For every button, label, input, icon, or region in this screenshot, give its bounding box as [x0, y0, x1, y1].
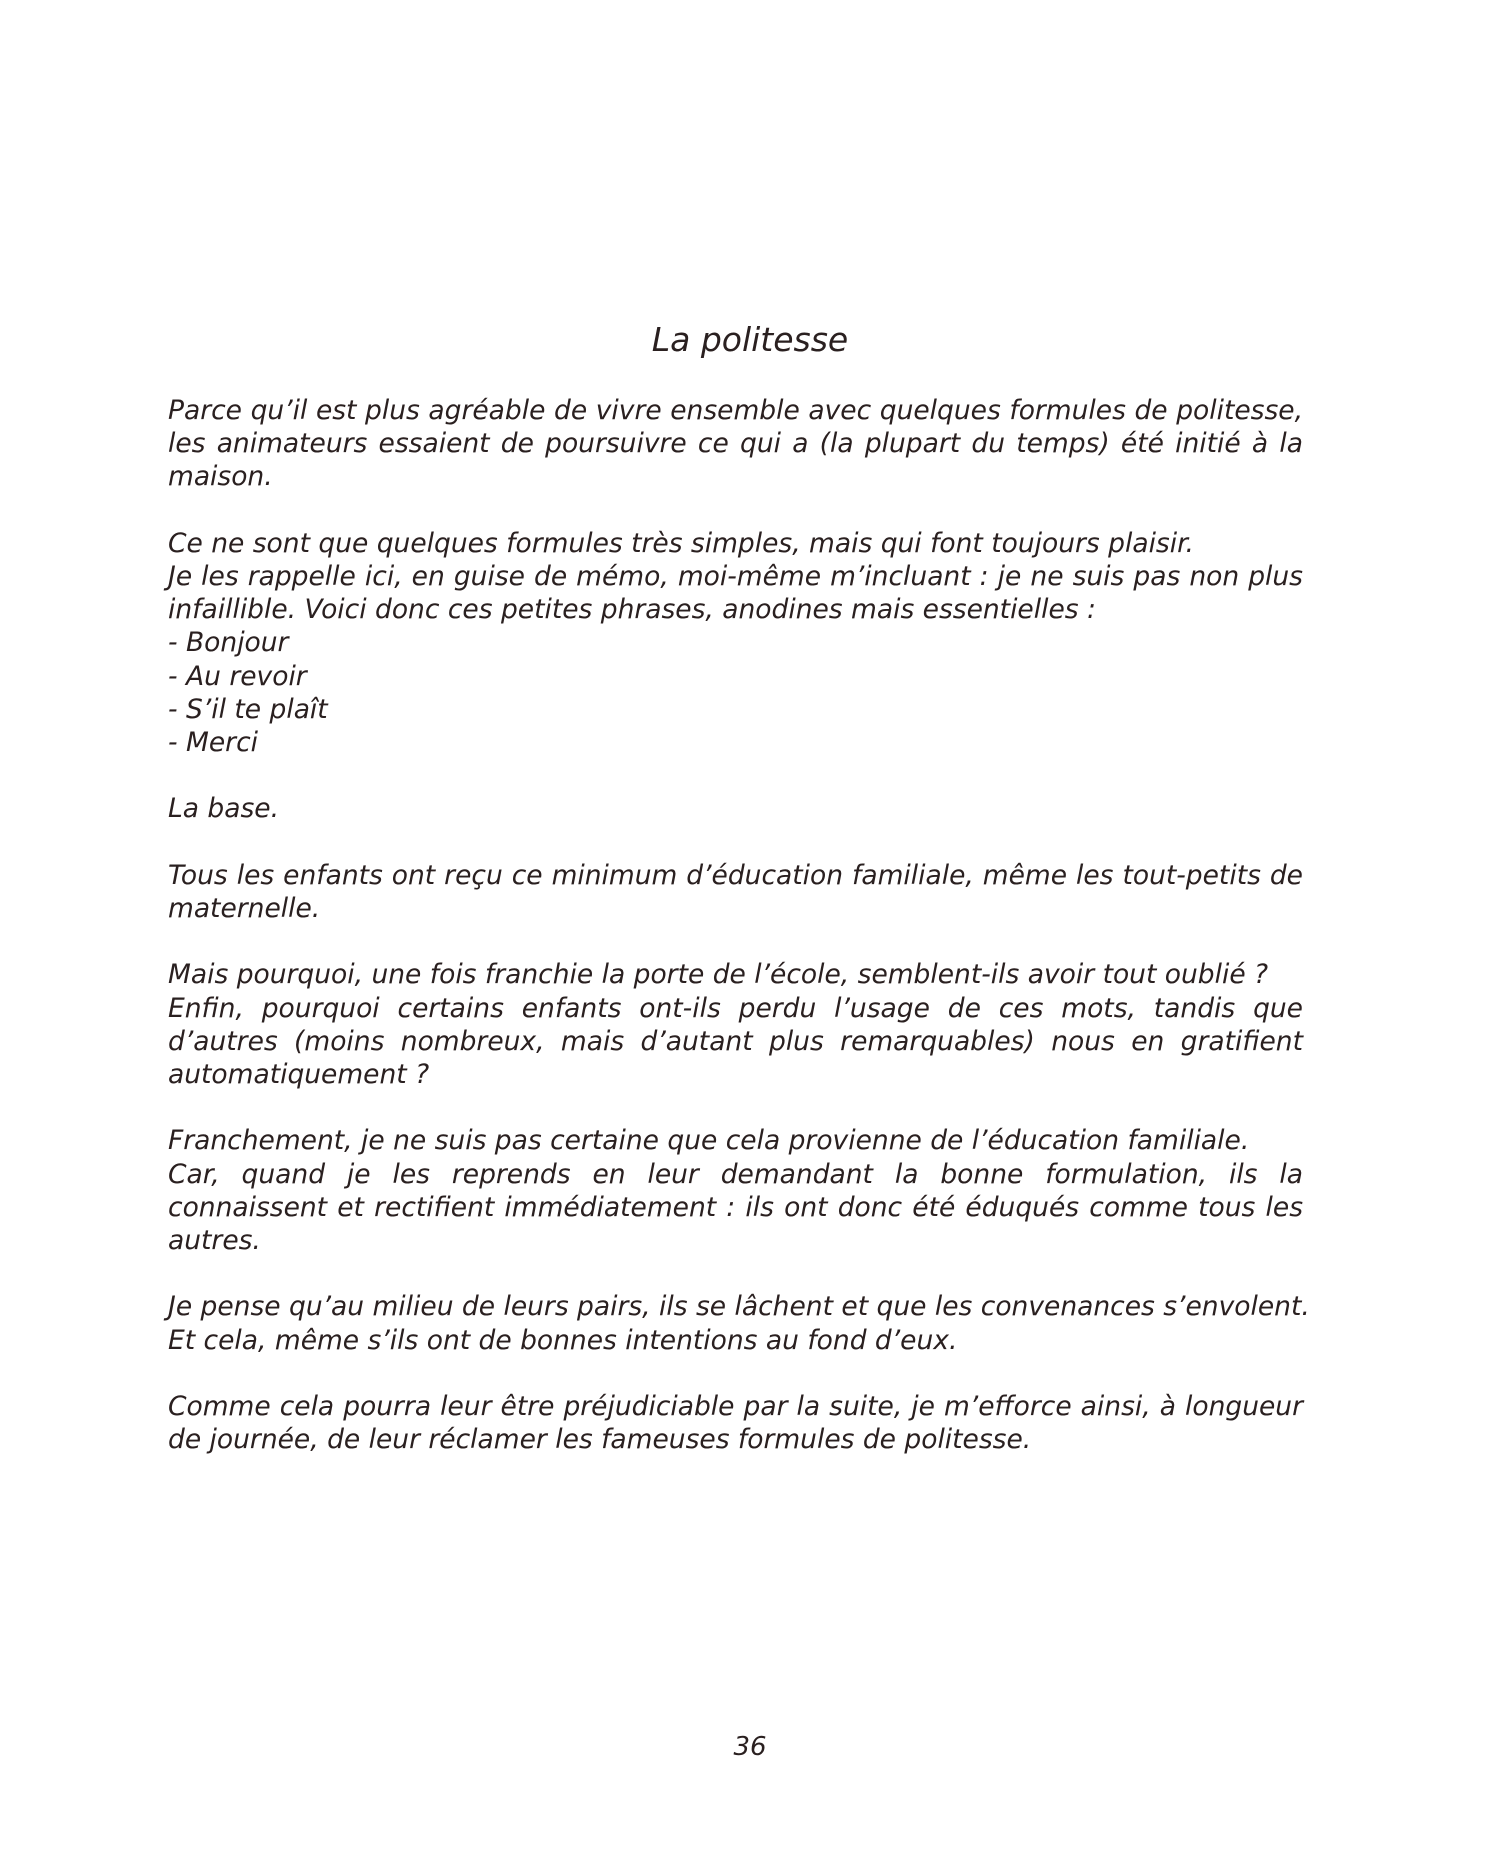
paragraph-question — [168, 958, 1303, 1091]
text-line: Car, quand je les reprends en leur demandant la bonne formulation, ils la connaissent et rectifient immédiatement : ils ont donc été éduqués comme tous les autres. — [168, 1158, 1303, 1256]
formulas-list — [168, 626, 1303, 759]
paragraph-frankly — [168, 1124, 1303, 1257]
document-body — [168, 394, 1310, 1490]
text-line: Ce ne sont que quelques formules très simples, mais qui font toujours plaisir. — [168, 527, 1194, 559]
list-item: - Au revoir — [168, 660, 1303, 693]
page-number: 36 — [733, 1732, 767, 1762]
list-item: - S’il te plaît — [168, 693, 1303, 726]
text-line: Je pense qu’au milieu de leurs pairs, ils se lâchent et que les convenances s’envolent. — [168, 1291, 1310, 1323]
paragraph-base: La base. — [168, 793, 280, 825]
text-line: Franchement, je ne suis pas certaine que cela provienne de l’éducation familiale. — [168, 1125, 1250, 1157]
paragraph-education: Tous les enfants ont reçu ce minimum d’éducation familiale, même les tout-petits de maternelle. — [168, 859, 1303, 924]
paragraph-conclusion: Comme cela pourra leur être préjudiciable par la suite, je m’efforce ainsi, à longueur de journée, de leur réclamer les fameuses formules de politesse. — [168, 1390, 1303, 1456]
list-item: - Merci — [168, 726, 1303, 759]
list-item: - Bonjour — [168, 626, 1303, 659]
paragraph-peers — [168, 1290, 1310, 1356]
page-title: La politesse — [651, 320, 849, 359]
text-line: Enfin, pourquoi certains enfants ont-ils perdu l’usage de ces mots, tandis que d’autres (moins nombreux, mais d’autant plus remarquables) nous en gratifient automatiquement ? — [168, 992, 1303, 1090]
text-line: Et cela, même s’ils ont de bonnes intentions au fond d’eux. — [168, 1324, 958, 1356]
text-line: Je les rappelle ici, en guise de mémo, moi-même m’incluant : je ne suis pas non plus infaillible. Voici donc ces petites phrases, anodines mais essentielles : — [168, 561, 1303, 626]
paragraph-formulas — [168, 527, 1303, 759]
text-line: Mais pourquoi, une fois franchie la porte de l’école, semblent-ils avoir tout oublié ? — [168, 959, 1269, 991]
paragraph-intro: Parce qu’il est plus agréable de vivre ensemble avec quelques formules de politesse, les animateurs essaient de poursuivre ce qui a (la plupart du temps) été initié à la maison. — [168, 395, 1303, 493]
